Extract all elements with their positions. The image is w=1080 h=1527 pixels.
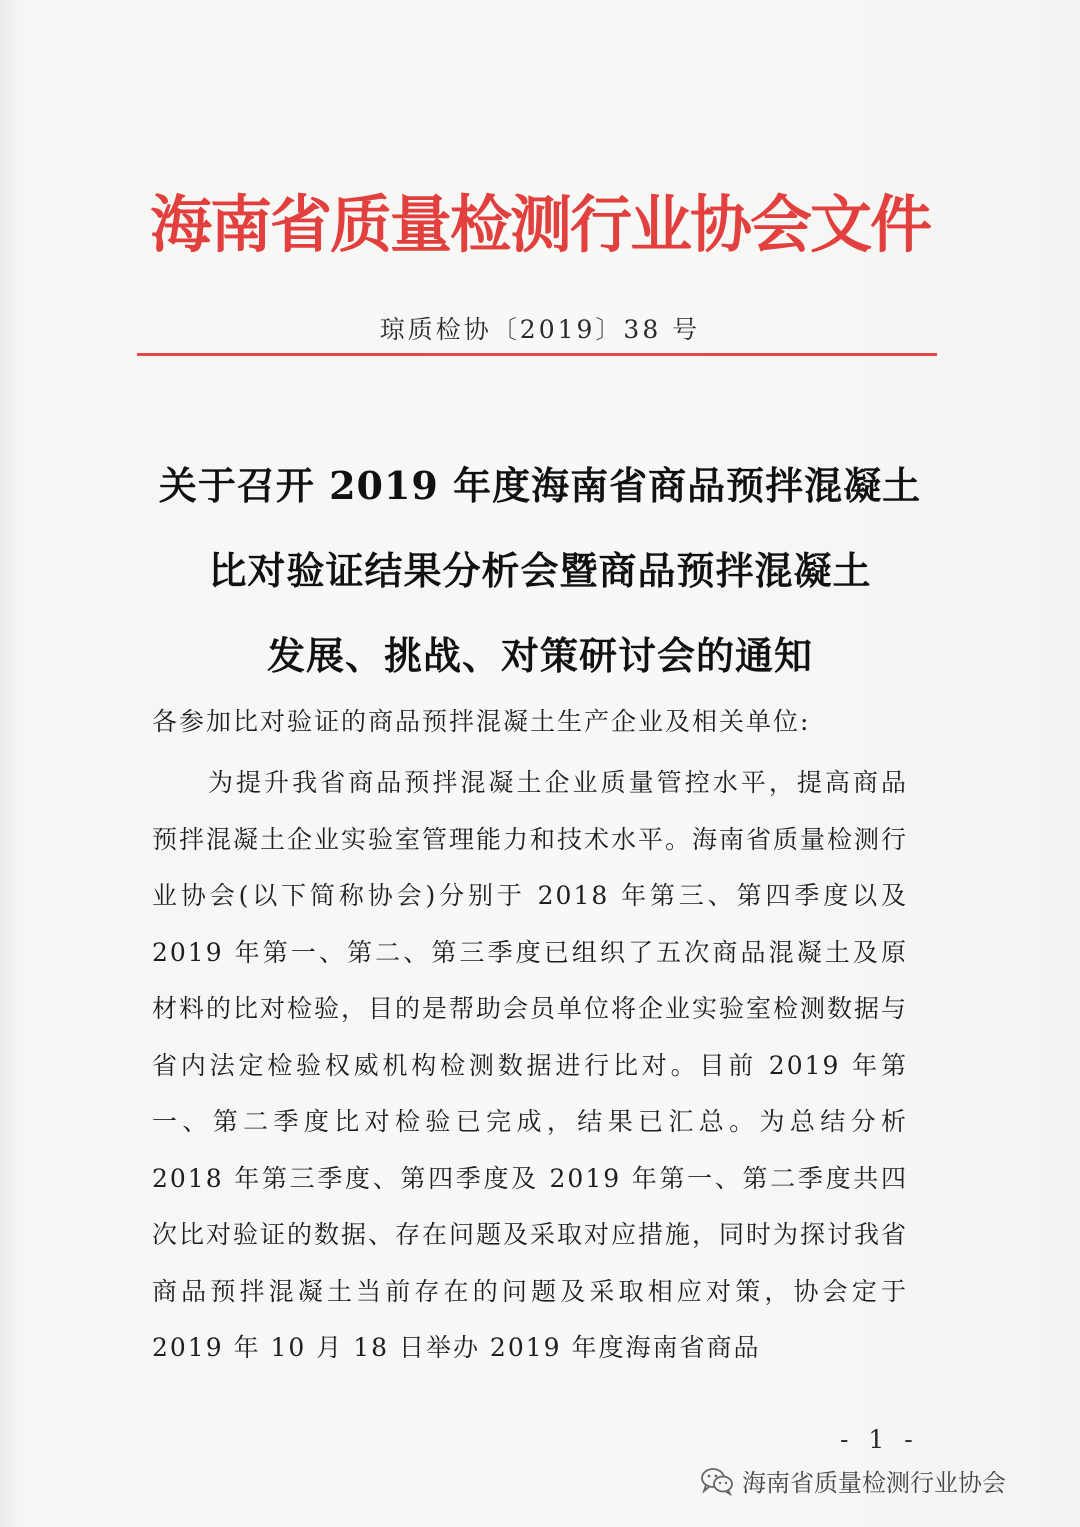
wechat-icon: [700, 1466, 734, 1496]
notice-title-line-3: 发展、挑战、对策研讨会的通知: [266, 633, 813, 678]
notice-title-line-2: 比对验证结果分析会暨商品预拌混凝土: [208, 548, 872, 593]
source-watermark: [700, 1463, 1006, 1498]
header-divider: [137, 353, 937, 356]
org-header-title: 海南省质量检测行业协会文件: [149, 188, 930, 261]
notice-title-line-1: 关于召开 2019 年度海南省商品预拌混凝土: [158, 463, 922, 508]
body-paragraph: 为提升我省商品预拌混凝土企业质量管控水平，提高商品预拌混凝土企业实验室管理能力和技术水平。海南省质量检测行业协会(以下简称协会)分别于 2018 年第三、第四季度以及 2019 年第一、第二、第三季度已组织了五次商品混凝土及原材料的比对检验，目的是帮助会员单位将企业实验室检测数据与省内法定检验权威机构检测数据进行比对。目前 2019 年第一、第二季度比对检验已完成，结果已汇总。为总结分析 2018 年第三季度、第四季度及 2019 年第一、第二季度共四次比对验证的数据、存在问题及采取对应措施，同时为探讨我省商品预拌混凝土当前存在的问题及采取相应对策，协会定于 2019 年 10 月 18 日举办 2019 年度海南省商品: [152, 768, 909, 1362]
salutation: 各参加比对验证的商品预拌混凝土生产企业及相关单位:: [152, 707, 811, 736]
document-number: 琼质检协〔2019〕38 号: [379, 315, 701, 344]
page-number: - 1 -: [840, 1425, 919, 1454]
watermark-text: 海南省质量检测行业协会: [742, 1469, 1006, 1497]
